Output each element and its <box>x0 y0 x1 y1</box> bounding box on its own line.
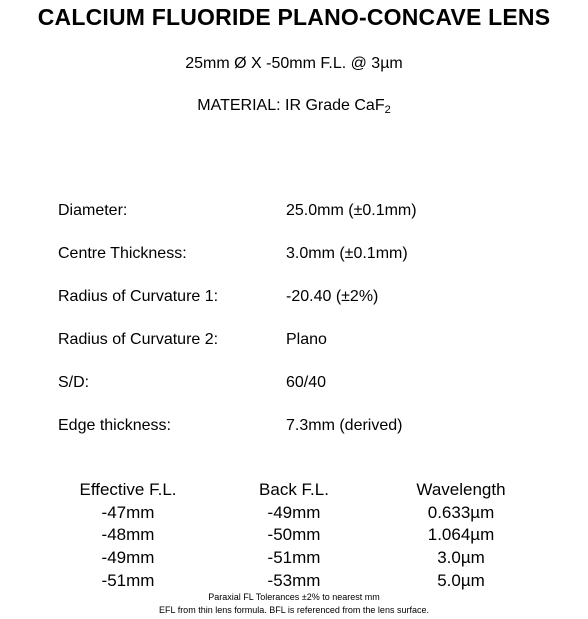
lens-spec-subtitle: 25mm Ø X -50mm F.L. @ 3µm <box>185 55 403 72</box>
spec-row-radius-2 <box>58 331 538 353</box>
spec-row-radius-1 <box>58 288 538 310</box>
spec-label: Diameter: <box>58 202 128 219</box>
table-cell: 5.0µm <box>437 570 485 590</box>
effective-fl-column <box>53 479 203 592</box>
spec-value: 60/40 <box>286 374 327 391</box>
tolerance-note: Paraxial FL Tolerances ±2% to nearest mm <box>208 592 380 602</box>
table-cell: -49mm <box>267 502 321 522</box>
spec-value: 7.3mm (derived) <box>286 417 403 434</box>
page-title: CALCIUM FLUORIDE PLANO-CONCAVE LENS <box>37 4 551 30</box>
table-cell: 0.633µm <box>427 502 495 522</box>
spec-value: -20.40 (±2%) <box>286 288 379 305</box>
wavelength-column <box>386 479 536 592</box>
spec-value: 25.0mm (±0.1mm) <box>286 202 417 219</box>
table-cell: -53mm <box>267 570 321 590</box>
spec-row-edge-thickness <box>58 417 538 439</box>
table-cell: -48mm <box>101 525 155 545</box>
spec-label: Edge thickness: <box>58 417 171 434</box>
material-text: MATERIAL: IR Grade CaF <box>197 97 385 114</box>
efl-note: EFL from thin lens formula. BFL is referenced from the lens surface. <box>159 605 429 615</box>
table-cell: 3.0µm <box>437 548 485 568</box>
table-cell: -51mm <box>101 570 155 590</box>
table-cell: -47mm <box>101 502 155 522</box>
table-cell: -51mm <box>267 548 321 568</box>
back-fl-column <box>219 479 369 592</box>
spec-row-centre-thickness <box>58 245 538 267</box>
table-cell: 1.064µm <box>427 525 495 545</box>
spec-label: Radius of Curvature 1: <box>58 288 219 305</box>
spec-label: S/D: <box>58 374 90 391</box>
spec-row-surface-quality <box>58 374 538 396</box>
spec-label: Centre Thickness: <box>58 245 187 262</box>
spec-row-diameter <box>58 202 538 224</box>
table-cell: -50mm <box>267 525 321 545</box>
spec-label: Radius of Curvature 2: <box>58 331 219 348</box>
spec-value: Plano <box>286 331 327 348</box>
column-header: Back F.L. <box>259 480 329 499</box>
table-cell: -49mm <box>101 548 155 568</box>
material-line <box>0 97 588 116</box>
column-header: Wavelength <box>416 480 506 499</box>
material-subscript: 2 <box>384 104 391 116</box>
spec-value: 3.0mm (±0.1mm) <box>286 245 408 262</box>
column-header: Effective F.L. <box>79 480 177 499</box>
